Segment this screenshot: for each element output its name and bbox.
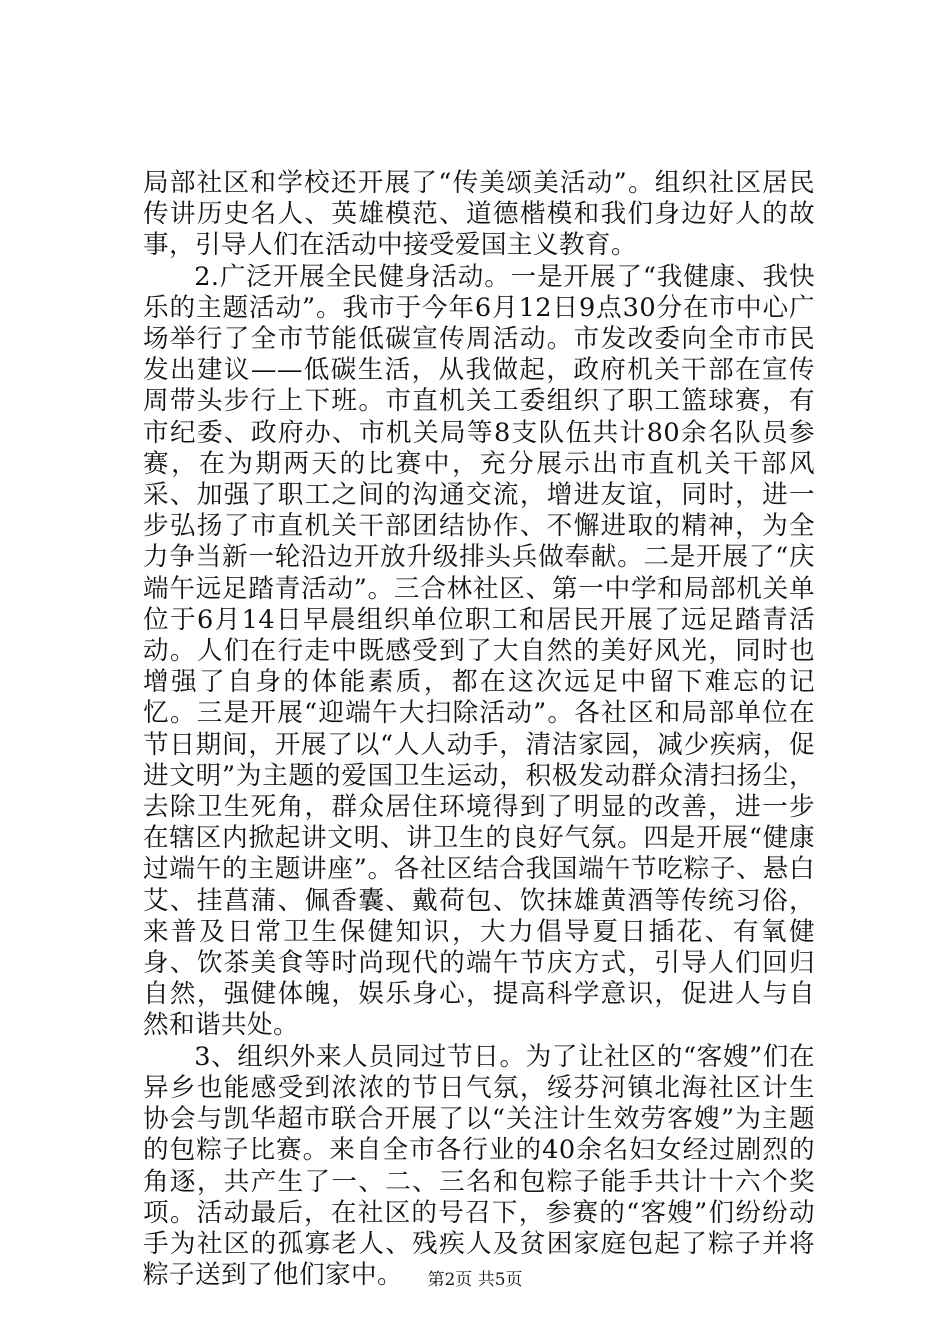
page-number-label: 第2页 共5页: [427, 1270, 523, 1290]
paragraph-3: 3、组织外来人员同过节日。为了让社区的“客嫂”们在异乡也能感受到浓浓的节日气氛，绥芬河镇北海社区计生协会与凯华超市联合开展了以“关注计生效劳客嫂”为主题的包粽子比赛。来自全市各行业的40余名妇女经过剧烈的角逐，共产生了一、二、三名和包粽子能手共计十六个奖项。活动最后，在社区的号召下，参赛的“客嫂”们纷纷动手为社区的孤寡老人、残疾人及贫困家庭包起了粽子并将粽子送到了他们家中。: [143, 1041, 815, 1291]
paragraph-2: 2.广泛开展全民健身活动。一是开展了“我健康、我快乐的主题活动”。我市于今年6月12日9点30分在市中心广场举行了全市节能低碳宣传周活动。市发改委向全市市民发出建议——低碳生活，从我做起，政府机关干部在宣传周带头步行上下班。市直机关工委组织了职工篮球赛，有市纪委、政府办、市机关局等8支队伍共计80余名队员参赛，在为期两天的比赛中，充分展示出市直机关干部风采、加强了职工之间的沟通交流，增进友谊，同时，进一步弘扬了市直机关干部团结协作、不懈进取的精神，为全力争当新一轮沿边开放升级排头兵做奉献。二是开展了“庆端午远足踏青活动”。三合林社区、第一中学和局部机关单位于6月14日早晨组织单位职工和居民开展了远足踏青活动。人们在行走中既感受到了大自然的美好风光，同时也增强了自身的体能素质，都在这次远足中留下难忘的记忆。三是开展“迎端午大扫除活动”。各社区和局部单位在节日期间，开展了以“人人动手，清洁家园，减少疾病，促进文明”为主题的爱国卫生运动，积极发动群众清扫扬尘，去除卫生死角，群众居住环境得到了明显的改善，进一步在辖区内掀起讲文明、讲卫生的良好气氛。四是开展“健康过端午的主题讲座”。各社区结合我国端午节吃粽子、悬白艾、挂菖蒲、佩香囊、戴荷包、饮抹雄黄酒等传统习俗，来普及日常卫生保健知识，大力倡导夏日插花、有氧健身、饮茶美食等时尚现代的端午节庆方式，引导人们回归自然，强健体魄，娱乐身心，提高科学意识，促进人与自然和谐共处。: [143, 261, 815, 1041]
document-body: [143, 168, 815, 1291]
paragraph-1: 局部社区和学校还开展了“传美颂美活动”。组织社区居民传讲历史名人、英雄模范、道德楷模和我们身边好人的故事，引导人们在活动中接受爱国主义教育。: [143, 168, 815, 261]
page-footer: [0, 1270, 950, 1290]
